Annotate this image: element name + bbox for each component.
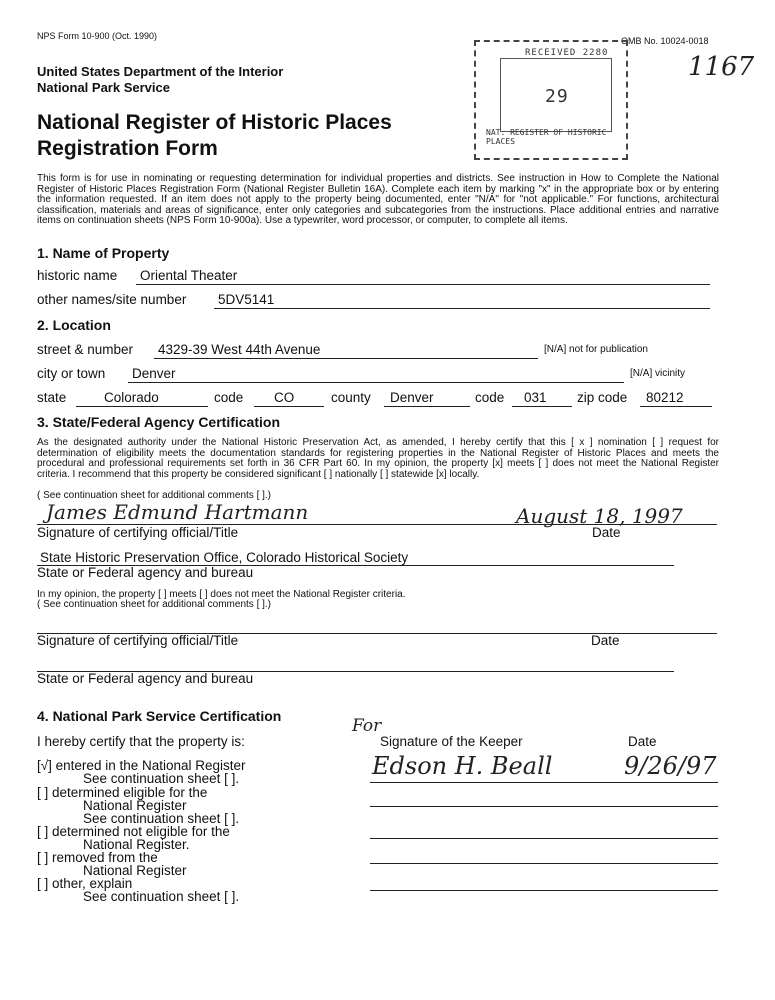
historic-name-label: historic name bbox=[37, 268, 118, 283]
keeper-line-4 bbox=[370, 863, 718, 864]
date-label-2: Date bbox=[591, 633, 620, 648]
keeper-for: For bbox=[352, 716, 382, 736]
handwritten-number: 1167 bbox=[688, 52, 755, 82]
stamp-line3: NAT. REGISTER OF HISTORIC PLACES bbox=[486, 128, 607, 146]
opinion-continuation: ( See continuation sheet for additional comments [ ].) bbox=[37, 599, 272, 610]
opinion-text: In my opinion, the property [ ] meets [ ] does not meet the National Register criteria. bbox=[37, 589, 406, 600]
city-label: city or town bbox=[37, 366, 106, 381]
certification-text: As the designated authority under the National Historic Preservation Act, as amended, I hereby certify that this [ x ] nomination [ ] request for determination of eligibility meets the documentation standards for registering properties in the National Register of Historic Places and meets the procedural and professional requirements set forth in 36 CFR Part 60. In my opinion, the property [x] meets [ ] does not meet the National Register criteria. I recommend that this property be considered significant [ ] nationally [ ] statewide [x] locally. bbox=[37, 437, 719, 480]
city-value: Denver bbox=[132, 366, 176, 381]
not-for-publication: [N/A] not for publication bbox=[544, 344, 648, 355]
keeper-signature: Edson H. Beall bbox=[372, 752, 553, 780]
street-line bbox=[154, 358, 538, 359]
county-code-value: 031 bbox=[524, 390, 547, 405]
county-value: Denver bbox=[390, 390, 434, 405]
agency-label-1: State or Federal agency and bureau bbox=[37, 565, 254, 580]
signature-label-1: Signature of certifying official/Title bbox=[37, 525, 239, 540]
street-value: 4329-39 West 44th Avenue bbox=[158, 342, 321, 357]
agency-label-2: State or Federal agency and bureau bbox=[37, 671, 254, 686]
county-code-label: code bbox=[475, 390, 505, 405]
option-eligible-continuation: See continuation sheet [ ]. bbox=[83, 811, 240, 826]
form-id: NPS Form 10-900 (Oct. 1990) bbox=[37, 31, 158, 41]
street-label: street & number bbox=[37, 342, 134, 357]
section1-heading: 1. Name of Property bbox=[37, 245, 170, 261]
keeper-line-2 bbox=[370, 806, 718, 807]
state-line bbox=[76, 406, 208, 407]
vicinity: [N/A] vicinity bbox=[630, 368, 686, 379]
form-title-line1: National Register of Historic Places bbox=[37, 111, 392, 134]
county-label: county bbox=[331, 390, 371, 405]
signature-label-2: Signature of certifying official/Title bbox=[37, 633, 239, 648]
zip-value: 80212 bbox=[646, 390, 684, 405]
option-eligible: [ ] determined eligible for the bbox=[37, 785, 208, 800]
instructions-text: This form is for use in nominating or requesting determination for individual properties and districts. See instruction in How to Complete the National Register of Historic Places Registration Form (National Register Bulletin 16A). Complete each item by marking "x" in the appropriate box or by entering the information requested. If an item does not apply to the property being documented, enter "N/A" for "not applicable." For functions, architectural classification, materials and areas of significance, enter only categories and subcategories from the instructions. Place additional entries and narrative items on continuation sheets (NPS Form 10-900a). Use a typewriter, word processor, or computer, to complete all items. bbox=[37, 173, 719, 226]
option-entered: [√] entered in the National Register bbox=[37, 758, 246, 773]
historic-name-line bbox=[136, 284, 710, 285]
county-code-line bbox=[512, 406, 572, 407]
agency-line2: National Park Service bbox=[37, 80, 170, 95]
section2-heading: 2. Location bbox=[37, 317, 111, 333]
agency-line1: United States Department of the Interior bbox=[37, 64, 284, 79]
state-value: Colorado bbox=[104, 390, 159, 405]
city-line bbox=[128, 382, 624, 383]
option-removed-register: National Register bbox=[83, 863, 187, 878]
certifying-signature: James Edmund Hartmann bbox=[46, 500, 309, 524]
other-names-value: 5DV5141 bbox=[218, 292, 275, 307]
stamp-line1: RECEIVED 2280 bbox=[525, 48, 609, 58]
option-entered-continuation: See continuation sheet [ ]. bbox=[83, 771, 240, 786]
keeper-date-label: Date bbox=[628, 734, 657, 749]
keeper-date: 9/26/97 bbox=[624, 752, 717, 780]
option-other-continuation: See continuation sheet [ ]. bbox=[83, 889, 240, 904]
county-line bbox=[384, 406, 470, 407]
stamp-date: 29 bbox=[545, 86, 569, 107]
state-code-label: code bbox=[214, 390, 244, 405]
option-not-eligible-register: National Register. bbox=[83, 837, 190, 852]
keeper-line-1 bbox=[370, 782, 718, 783]
section4-intro: I hereby certify that the property is: bbox=[37, 734, 245, 749]
option-removed: [ ] removed from the bbox=[37, 850, 158, 865]
state-label: state bbox=[37, 390, 67, 405]
option-eligible-register: National Register bbox=[83, 798, 187, 813]
historic-name-value: Oriental Theater bbox=[140, 268, 238, 283]
certifying-date-handwritten: August 18, 1997 bbox=[516, 504, 683, 528]
state-code-value: CO bbox=[274, 390, 295, 405]
continuation-note: ( See continuation sheet for additional comments [ ].) bbox=[37, 490, 272, 501]
section3-heading: 3. State/Federal Agency Certification bbox=[37, 414, 280, 430]
option-other: [ ] other, explain bbox=[37, 876, 133, 891]
state-code-line bbox=[254, 406, 324, 407]
omb-number: OMB No. 10024-0018 bbox=[621, 36, 709, 46]
keeper-label: Signature of the Keeper bbox=[380, 734, 523, 749]
other-names-line bbox=[214, 308, 710, 309]
date-label-1: Date bbox=[592, 525, 621, 540]
agency-value: State Historic Preservation Office, Colorado Historical Society bbox=[40, 550, 409, 565]
keeper-line-3 bbox=[370, 838, 718, 839]
zip-label: zip code bbox=[577, 390, 628, 405]
form-title-line2: Registration Form bbox=[37, 137, 218, 160]
option-not-eligible: [ ] determined not eligible for the bbox=[37, 824, 230, 839]
keeper-line-5 bbox=[370, 890, 718, 891]
other-names-label: other names/site number bbox=[37, 292, 187, 307]
section4-heading: 4. National Park Service Certification bbox=[37, 708, 282, 724]
zip-line bbox=[640, 406, 712, 407]
